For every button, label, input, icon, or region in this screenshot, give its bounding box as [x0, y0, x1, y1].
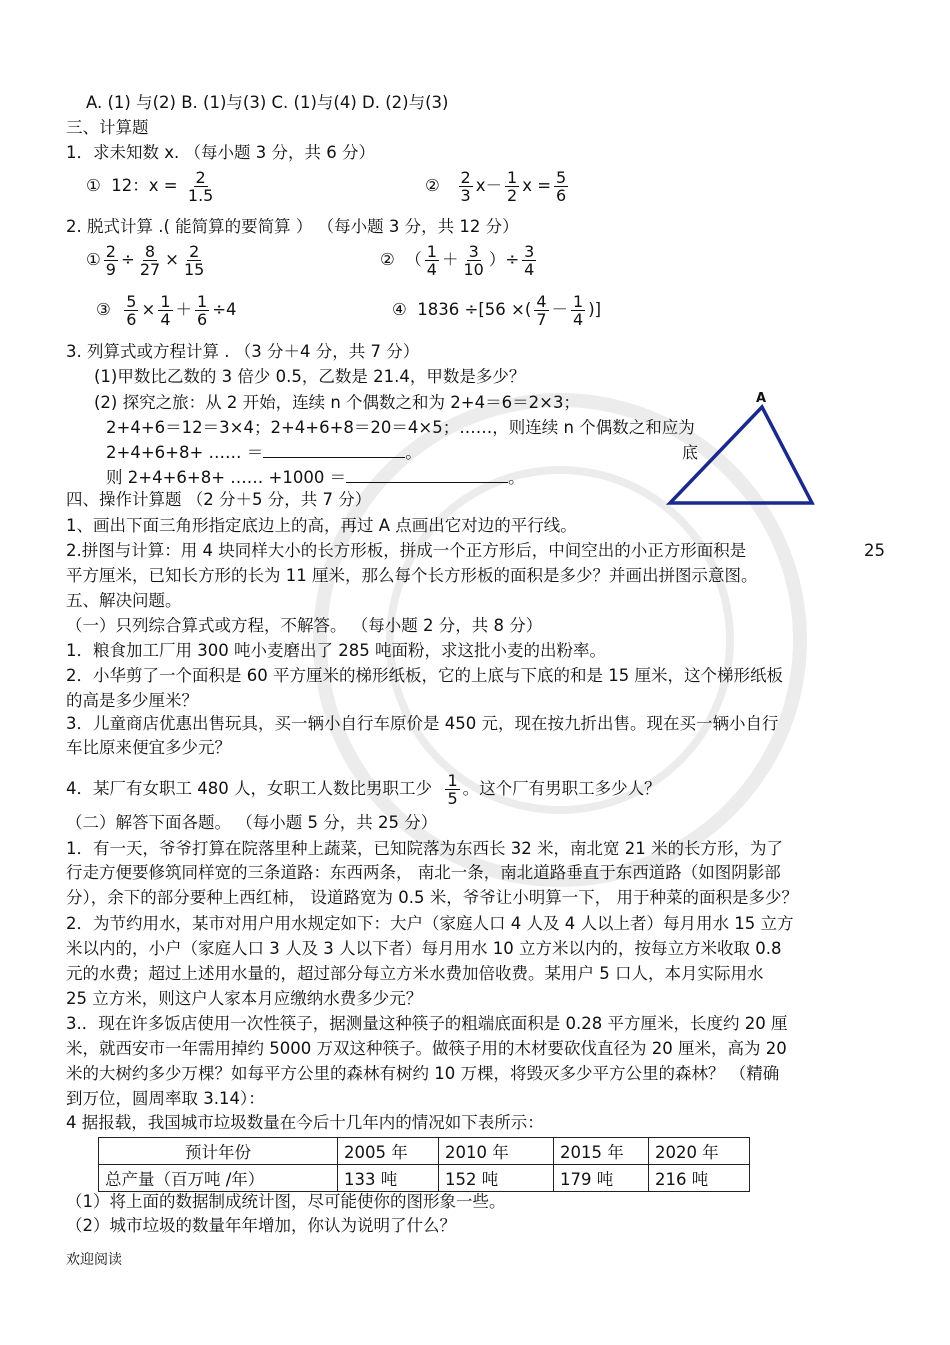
footer-text: 欢迎阅读 [66, 1252, 122, 1268]
expression-3: ③ $\frac{5}{6}$ × $\frac{1}{4}$ ＋ $\frac{1}{6}$ ÷4 [96, 292, 237, 329]
fraction: $\frac{1}{2}$ [507, 168, 518, 205]
q3-part2-line1: (2) 探究之旅：从 2 开始，连续 n 个偶数之和为 2+4＝6＝2×3； [94, 393, 580, 412]
problem-1-3-line1: 3．儿童商店优惠出售玩具，买一辆小自行车原价是 450 元，现在按九折出售。现在买一辆小自行 [66, 714, 779, 733]
problem-2-3-line3: 米的大树约多少万棵？如每平方公里的森林有树约 10 万棵，将毁灭多少平方公里的森林？ （精确 [66, 1064, 780, 1083]
fraction: $\frac{5}{6}$ [126, 292, 137, 329]
problem-2-3-line4: 到万位，圆周率取 3.14）： [66, 1089, 265, 1108]
table-row [99, 1165, 750, 1192]
table-header-row [99, 1138, 750, 1165]
expression-2: ② （ $\frac{1}{4}$ ＋ $\frac{3}{10}$ ）÷ $\frac{3}{4}$ [380, 242, 535, 279]
triangle-figure [660, 385, 830, 515]
q3-part2-line3: 2+4+6+8+ …… ＝ 。 [106, 443, 422, 462]
problem-2-2-line3: 元的水费；超过上述用水量的，超过部分每立方米水费加倍收费。某用户 5 口人，本月实际用水 [66, 964, 764, 983]
fraction: $\frac{2}{9}$ [105, 242, 116, 279]
table-cell: 2010 年 [439, 1138, 554, 1165]
problem-1-4: 4．某厂有女职工 480 人，女职工人数比男职工少 $\frac{1}{5}$ 。这个厂有男职工多少人？ [66, 771, 661, 808]
expression-4: ④ 1836 ÷[56 ×( $\frac{4}{7}$ － $\frac{1}{4}$ )] [392, 292, 602, 329]
multiple-choice-options: A. (1) 与(2) B. (1)与(3) C. (1)与(4) D. (2)与(3) [86, 93, 449, 112]
problem-1-3-line2: 车比原来便宜多少元？ [66, 738, 231, 757]
problem-2-1-line2: 行走方便要修筑同样宽的三条道路：东西两条， 南北一条，南北道路垂直于东西道路（如图阴影部 [66, 863, 781, 882]
problem-2-4-part1: （1）将上面的数据制成统计图，尽可能使你的图形象一些。 [66, 1192, 506, 1211]
group-2-title: （二）解答下面各题。 （每小题 5 分，共 25 分） [66, 813, 438, 832]
operation-q2-number: 25 [864, 541, 885, 560]
q3-part1: (1)甲数比乙数的 3 倍少 0.5，乙数是 21.4，甲数是多少？ [94, 367, 526, 386]
problem-2-4-part2: （2）城市垃圾的数量年年增加，你认为说明了什么？ [66, 1216, 456, 1235]
fraction: $\frac{1}{4}$ [160, 292, 171, 329]
problem-2-2-line2: 米以内的，小户（家庭人口 3 人及 3 人以下者）每月用水 10 立方米以内的，按每立方米收取 0.8 [66, 939, 782, 958]
equation-1b: ② $\frac{2}{3}$ x－ $\frac{1}{2}$ x = $\frac{5}{6}$ [425, 168, 567, 205]
fraction: $\frac{4}{7}$ [536, 292, 547, 329]
operation-q2-line2: 平方厘米，已知长方形的长为 11 厘米，那么每个长方形板的面积是多少？并画出拼图示意图。 [66, 566, 758, 585]
problem-2-2-line4: 25 立方米，则这户人家本月应缴纳水费多少元？ [66, 989, 423, 1008]
q1-title: 1．求未知数 x. （每小题 3 分，共 6 分） [66, 143, 375, 162]
table-cell: 216 吨 [649, 1165, 750, 1192]
table-cell: 2005 年 [338, 1138, 439, 1165]
fraction: $\frac{3}{4}$ [524, 242, 535, 279]
equation-1a: ① 12：x = $\frac{2}{1.5}$ [86, 168, 214, 205]
operation-q1: 1、画出下面三角形指定底边上的高，再过 A 点画出它对边的平行线。 [66, 516, 577, 535]
fraction: $\frac{2}{1.5}$ [187, 168, 214, 205]
section-4-heading: 四、操作计算题 （2 分＋5 分，共 7 分） [66, 490, 372, 509]
problem-2-3-line2: 米，就西安市一年需用掉约 5000 万双这种筷子。做筷子用的木材要砍伐直径为 20 厘米，高为 20 [66, 1039, 787, 1058]
fraction: $\frac{1}{5}$ [447, 771, 458, 808]
table-cell: 2020 年 [649, 1138, 750, 1165]
q3-title: 3. 列算式或方程计算 . （3 分＋4 分，共 7 分） [66, 342, 420, 361]
fraction: $\frac{1}{4}$ [426, 242, 437, 279]
q3-part2-line2: 2+4+6＝12＝3×4；2+4+6+8＝20＝4×5；……，则连续 n 个偶数之和应为 [106, 418, 695, 437]
base-label: 底 [682, 443, 699, 462]
table-cell: 152 吨 [439, 1165, 554, 1192]
vertex-a-label: A [756, 391, 767, 406]
problem-1-2-line1: 2．小华剪了一个面积是 60 平方厘米的梯形纸板，它的上底与下底的和是 15 厘米，这个梯形纸板 [66, 666, 783, 685]
answer-blank[interactable] [346, 466, 508, 483]
problem-2-3-line1: 3.．现在许多饭店使用一次性筷子，据测量这种筷子的粗端底面积是 0.28 平方厘米，长度约 20 厘 [66, 1014, 788, 1033]
operation-q2-line1: 2.拼图与计算：用 4 块同样大小的长方形板，拼成一个正方形后，中间空出的小正方形面积是 [66, 541, 747, 560]
fraction: $\frac{1}{4}$ [573, 292, 584, 329]
fraction: $\frac{2}{15}$ [184, 242, 205, 279]
problem-2-1-line3: 分），余下的部分要种上西红柿， 设道路宽为 0.5 米，爷爷让小明算一下， 用于种菜的面积是多少？ [66, 888, 798, 907]
garbage-forecast-table [98, 1137, 750, 1192]
table-cell: 133 吨 [338, 1165, 439, 1192]
table-cell: 2015 年 [554, 1138, 649, 1165]
table-cell: 总产量（百万吨 /年） [99, 1165, 338, 1192]
fraction: $\frac{2}{3}$ [460, 168, 471, 205]
problem-2-4-title: 4 据报载，我国城市垃圾数量在今后十几年内的情况如下表所示： [66, 1113, 544, 1132]
table-cell: 预计年份 [99, 1138, 338, 1165]
fraction: $\frac{3}{10}$ [463, 242, 484, 279]
table-cell: 179 吨 [554, 1165, 649, 1192]
answer-blank[interactable] [263, 441, 405, 458]
q2-title: 2. 脱式计算 .( 能简算的要简算 ） （每小题 3 分，共 12 分） [66, 217, 519, 236]
problem-2-2-line1: 2．为节约用水，某市对用户用水规定如下：大户（家庭人口 4 人及 4 人以上者）每月用水 15 立方 [66, 914, 794, 933]
expression-1: ① $\frac{2}{9}$ ÷ $\frac{8}{27}$ × $\frac{2}{15}$ [86, 242, 205, 279]
section-3-heading: 三、计算题 [66, 118, 149, 137]
fraction: $\frac{8}{27}$ [139, 242, 161, 279]
problem-2-1-line1: 1．有一天，爷爷打算在院落里种上蔬菜，已知院落为东西长 32 米，南北宽 21 米的长方形，为了 [66, 839, 783, 858]
problem-1-1: 1．粮食加工厂用 300 吨小麦磨出了 285 吨面粉，求这批小麦的出粉率。 [66, 641, 606, 660]
q3-part2-line4: 则 2+4+6+8+ …… +1000 ＝ 。 [106, 468, 525, 487]
group-1-title: （一）只列综合算式或方程，不解答。 （每小题 2 分，共 8 分） [66, 616, 543, 635]
problem-1-2-line2: 的高是多少厘米？ [66, 691, 198, 710]
fraction: $\frac{1}{6}$ [197, 292, 208, 329]
section-5-heading: 五、解决问题。 [66, 591, 182, 610]
fraction: $\frac{5}{6}$ [556, 168, 567, 205]
